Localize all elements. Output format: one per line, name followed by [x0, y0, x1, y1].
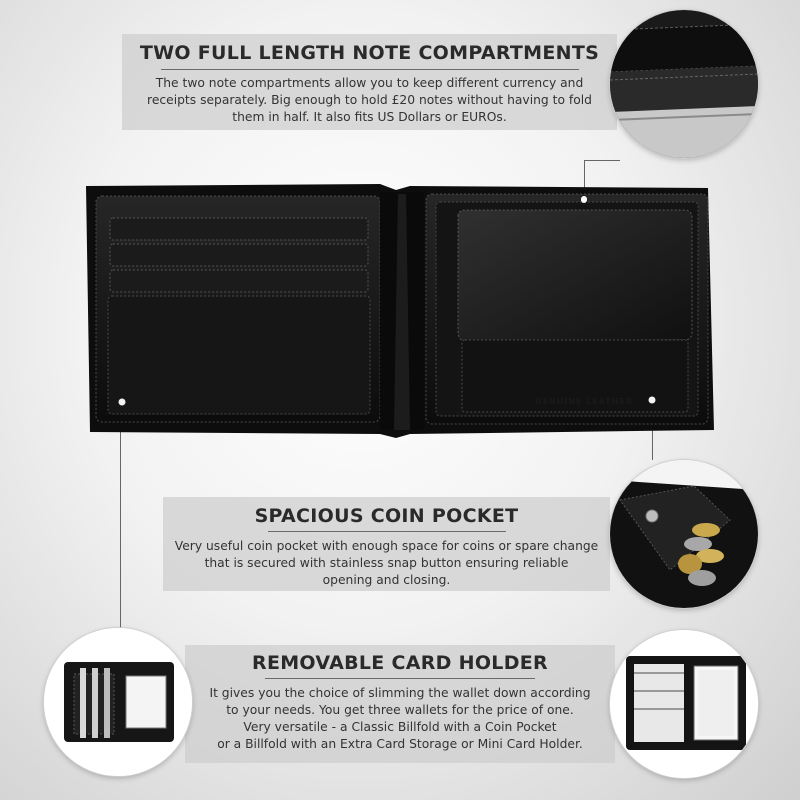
section-text-line: Very versatile - a Classic Billfold with a Coin Pocket [243, 720, 557, 734]
note-compartment-image [610, 10, 758, 158]
title-rule [265, 678, 535, 679]
card-holder-image [44, 628, 192, 776]
card-holder-closeup-left [44, 628, 192, 776]
section-text-line: The two note compartments allow you to keep different currency and [155, 76, 584, 90]
section-text-line: to your needs. You get three wallets for the price of one. [226, 703, 574, 717]
section-text-line: opening and closing. [322, 573, 451, 587]
section-text-line: It gives you the choice of slimming the wallet down according [209, 686, 591, 700]
section-text-line: them in half. It also fits US Dollars or EUROs. [232, 110, 507, 124]
section-title: TWO FULL LENGTH NOTE COMPARTMENTS [139, 42, 600, 64]
coin-pocket-image [610, 460, 758, 608]
card-holder-closeup-right [610, 630, 758, 778]
genuine-leather-emboss: GENUINE LEATHER [535, 397, 634, 406]
note-compartment-closeup [610, 10, 758, 158]
section-title: REMOVABLE CARD HOLDER [252, 652, 548, 674]
card-holder-open-image [610, 630, 758, 778]
section-text-line: that is secured with stainless snap button ensuring reliable [204, 556, 569, 570]
note-compartments-panel [122, 34, 617, 130]
coin-pocket-panel [163, 497, 610, 591]
card-holder-panel [185, 645, 615, 763]
rivet-marker [581, 196, 587, 202]
title-rule [268, 531, 506, 532]
open-wallet-image [80, 180, 720, 440]
section-title: SPACIOUS COIN POCKET [254, 505, 519, 527]
connector-line [584, 160, 620, 161]
section-text-line: Very useful coin pocket with enough space for coins or spare change [174, 539, 599, 553]
title-rule [161, 69, 579, 70]
section-text-line: or a Billfold with an Extra Card Storage or Mini Card Holder. [217, 737, 583, 751]
coin-pocket-closeup [610, 460, 758, 608]
section-text-line: receipts separately. Big enough to hold £20 notes without having to fold [147, 93, 592, 107]
